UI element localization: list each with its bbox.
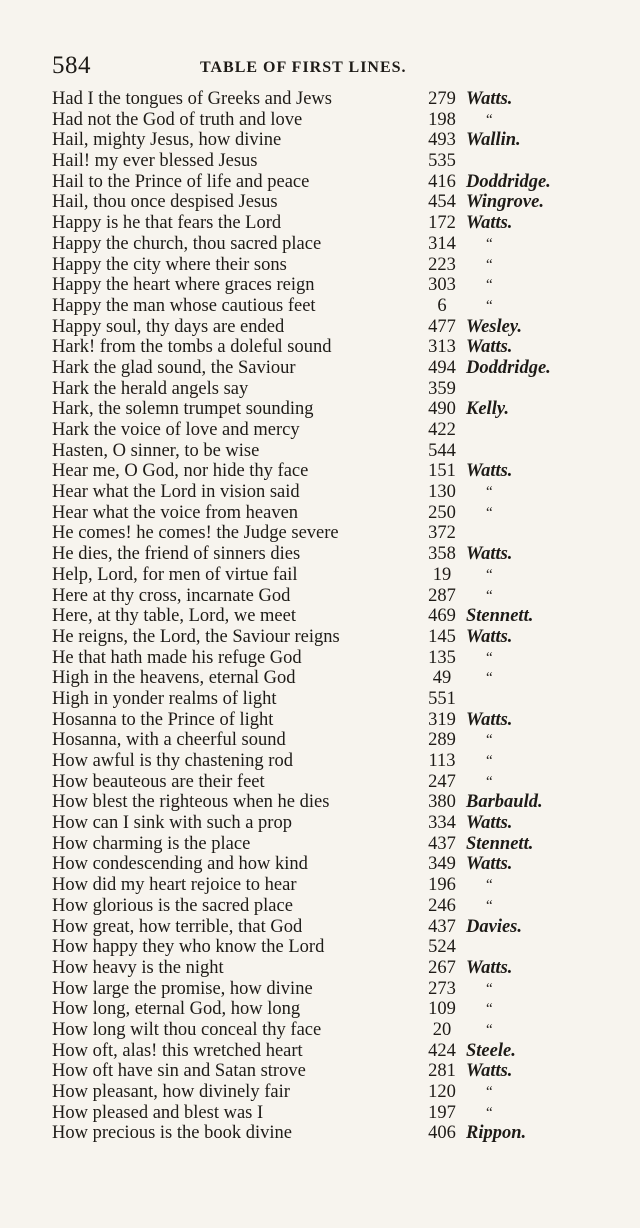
hymn-number: 197	[428, 1102, 456, 1123]
hymn-number: 135	[428, 647, 456, 668]
table-row	[52, 1041, 627, 1062]
hymn-first-line: Hail, mighty Jesus, how divine	[52, 130, 282, 151]
table-row	[52, 317, 627, 338]
ditto-mark: “	[486, 297, 493, 314]
table-row	[52, 999, 627, 1020]
hymn-author: Stennett.	[466, 833, 534, 854]
hymn-author: Doddridge.	[466, 357, 551, 378]
table-row	[52, 648, 627, 669]
hymn-first-line: How pleasant, how divinely fair	[52, 1082, 290, 1102]
hymn-number: 6	[437, 295, 447, 316]
hymn-number: 303	[428, 275, 456, 296]
ditto-mark: “	[486, 753, 493, 769]
table-row	[52, 958, 627, 979]
table-row	[52, 441, 627, 462]
ditto-mark: “	[486, 980, 493, 997]
table-row	[52, 710, 627, 731]
hymn-first-line: How condescending and how kind	[52, 854, 308, 875]
table-row	[52, 834, 627, 855]
hymn-first-line: How great, how terrible, that God	[52, 916, 303, 937]
hymn-first-line: How charming is the place	[52, 833, 251, 854]
hymn-number: 416	[428, 171, 456, 192]
hymn-number: 437	[428, 916, 456, 937]
hymn-number: 349	[428, 854, 456, 875]
hymn-author: Doddridge.	[466, 171, 551, 192]
hymn-number: 20	[432, 1019, 452, 1040]
ditto-mark: “	[486, 649, 493, 666]
hymn-first-line: Happy the man whose cautious feet	[52, 295, 316, 316]
hymn-author: Steele.	[466, 1040, 516, 1061]
table-row	[52, 917, 627, 938]
hymn-number: 109	[428, 999, 456, 1020]
hymn-first-line: Hear what the voice from heaven	[52, 502, 299, 523]
ditto-mark: “	[486, 670, 493, 687]
hymn-first-line: Hail! my ever blessed Jesus	[52, 151, 258, 172]
table-row	[52, 296, 627, 317]
table-row	[52, 668, 627, 689]
hymn-author: Watts.	[466, 213, 513, 234]
table-row	[52, 482, 627, 503]
table-row	[52, 399, 627, 420]
hymn-first-line: Here, at thy table, Lord, we meet	[52, 606, 296, 627]
hymn-first-line: He dies, the friend of sinners dies	[52, 544, 301, 565]
table-row	[52, 1103, 627, 1124]
hymn-number: 424	[428, 1040, 456, 1061]
hymn-first-line: Hark! from the tombs a doleful sound	[52, 337, 332, 358]
hymn-number: 422	[428, 420, 456, 440]
table-row	[52, 689, 627, 710]
table-row	[52, 337, 627, 358]
hymn-first-line: Hear what the Lord in vision said	[52, 482, 300, 503]
ditto-mark: “	[486, 1084, 493, 1100]
hymn-first-line: He comes! he comes! the Judge severe	[52, 523, 339, 544]
ditto-mark: “	[486, 504, 493, 521]
hymn-number: 196	[428, 875, 456, 896]
hymn-first-line: How oft, alas! this wretched heart	[52, 1040, 303, 1061]
table-row	[52, 151, 627, 172]
hymn-number: 19	[432, 564, 452, 585]
hymn-number: 319	[428, 709, 456, 730]
ditto-mark: “	[486, 897, 493, 914]
hymn-author: Watts.	[466, 1061, 513, 1082]
ditto-mark: “	[486, 277, 493, 294]
hymn-first-line: How can I sink with such a prop	[52, 813, 292, 834]
hymn-number: 279	[428, 89, 456, 109]
ditto-mark: “	[486, 877, 493, 894]
hymn-author: Watts.	[466, 461, 513, 482]
ditto-mark: “	[486, 566, 493, 583]
table-row	[52, 586, 627, 607]
hymn-number: 49	[432, 668, 452, 689]
hymn-number: 198	[428, 109, 456, 130]
hymn-first-line: He reigns, the Lord, the Saviour reigns	[52, 626, 340, 647]
table-row	[52, 110, 627, 131]
hymn-number: 151	[428, 461, 456, 482]
table-row	[52, 420, 627, 441]
hymn-first-line: How long, eternal God, how long	[52, 999, 301, 1020]
hymn-first-line: How precious is the book divine	[52, 1123, 292, 1144]
hymn-first-line: High in the heavens, eternal God	[52, 668, 296, 689]
hymn-first-line: Happy is he that fears the Lord	[52, 213, 282, 234]
table-row	[52, 772, 627, 793]
table-row	[52, 358, 627, 379]
table-row	[52, 544, 627, 565]
hymn-first-line: How blest the righteous when he dies	[52, 792, 330, 813]
hymn-first-line: Hark, the solemn trumpet sounding	[52, 399, 314, 420]
table-row	[52, 1020, 627, 1041]
table-row	[52, 503, 627, 524]
ditto-mark: “	[486, 1104, 493, 1121]
hymn-first-line: Hark the glad sound, the Saviour	[52, 357, 296, 378]
hymn-number: 493	[428, 130, 456, 151]
hymn-author: Watts.	[466, 813, 513, 834]
hymn-number: 120	[428, 1082, 456, 1102]
hymn-first-line: Hail, thou once despised Jesus	[52, 192, 278, 213]
hymn-number: 246	[428, 895, 456, 916]
hymn-number: 380	[428, 792, 456, 813]
hymn-number: 437	[428, 833, 456, 854]
hymn-first-line: Happy the church, thou sacred place	[52, 233, 322, 254]
hymn-number: 524	[428, 937, 456, 958]
hymn-first-line: Happy the city where their sons	[52, 254, 287, 275]
hymn-first-line: Happy the heart where graces reign	[52, 275, 315, 296]
hymn-author: Wesley.	[466, 316, 522, 337]
table-row	[52, 937, 627, 958]
ditto-mark: “	[486, 732, 493, 749]
hymn-number: 334	[428, 813, 456, 834]
hymn-first-line: How beauteous are their feet	[52, 771, 265, 792]
ditto-mark: “	[486, 111, 493, 128]
hymn-number: 406	[428, 1123, 456, 1144]
table-row	[52, 792, 627, 813]
table-row	[52, 1082, 627, 1103]
hymn-first-line: How oft have sin and Satan strove	[52, 1061, 306, 1082]
table-row	[52, 192, 627, 213]
hymn-author: Davies.	[466, 916, 522, 937]
hymn-author: Watts.	[466, 854, 513, 875]
table-row	[52, 1123, 627, 1144]
hymn-number: 281	[428, 1061, 456, 1082]
hymn-first-line: Here at thy cross, incarnate God	[52, 585, 291, 606]
table-row	[52, 172, 627, 193]
table-row	[52, 854, 627, 875]
ditto-mark: “	[486, 1021, 493, 1038]
ditto-mark: “	[486, 587, 493, 604]
hymn-first-line: How did my heart rejoice to hear	[52, 875, 297, 896]
hymn-author: Watts.	[466, 89, 513, 109]
first-lines-table	[52, 89, 627, 1144]
table-row	[52, 606, 627, 627]
hymn-number: 130	[428, 482, 456, 503]
hymn-number: 359	[428, 378, 456, 399]
table-row	[52, 89, 627, 110]
hymn-number: 314	[428, 233, 456, 254]
hymn-first-line: Had I the tongues of Greeks and Jews	[52, 89, 332, 109]
table-row	[52, 627, 627, 648]
ditto-mark: “	[486, 1001, 493, 1018]
page-header	[52, 52, 600, 82]
hymn-first-line: Hosanna to the Prince of light	[52, 709, 274, 730]
table-row	[52, 213, 627, 234]
table-row	[52, 234, 627, 255]
hymn-number: 289	[428, 730, 456, 751]
hymn-number: 490	[428, 399, 456, 420]
hymn-number: 551	[428, 688, 456, 709]
hymn-number: 223	[428, 254, 456, 275]
hymn-number: 172	[428, 213, 456, 234]
table-row	[52, 730, 627, 751]
hymn-author: Watts.	[466, 957, 513, 978]
hymn-number: 287	[428, 585, 456, 606]
hymn-number: 267	[428, 957, 456, 978]
hymn-number: 544	[428, 440, 456, 461]
table-row	[52, 255, 627, 276]
hymn-first-line: How pleased and blest was I	[52, 1102, 264, 1123]
hymn-first-line: He that hath made his refuge God	[52, 647, 302, 668]
hymn-author: Wallin.	[466, 130, 521, 151]
hymn-author: Watts.	[466, 544, 513, 565]
hymn-number: 535	[428, 151, 456, 172]
hymn-first-line: Hail to the Prince of life and peace	[52, 171, 310, 192]
hymn-first-line: Happy soul, thy days are ended	[52, 316, 285, 337]
table-row	[52, 275, 627, 296]
hymn-first-line: How long wilt thou conceal thy face	[52, 1019, 322, 1040]
hymn-number: 372	[428, 523, 456, 544]
hymn-first-line: Help, Lord, for men of virtue fail	[52, 564, 298, 585]
hymn-first-line: Hasten, O sinner, to be wise	[52, 440, 260, 461]
hymn-author: Watts.	[466, 337, 513, 358]
page-number: 584	[52, 52, 91, 79]
hymn-first-line: How happy they who know the Lord	[52, 937, 325, 958]
hymn-number: 250	[428, 502, 456, 523]
hymn-number: 145	[428, 626, 456, 647]
hymn-first-line: Hark the herald angels say	[52, 378, 249, 399]
ditto-mark: “	[486, 484, 493, 501]
hymn-first-line: How large the promise, how divine	[52, 978, 313, 999]
hymn-first-line: How glorious is the sacred place	[52, 895, 293, 916]
table-row	[52, 875, 627, 896]
hymn-author: Watts.	[466, 709, 513, 730]
hymn-number: 313	[428, 337, 456, 358]
hymn-first-line: Hark the voice of love and mercy	[52, 420, 300, 440]
running-title: TABLE OF FIRST LINES.	[200, 59, 407, 76]
hymn-number: 247	[428, 771, 456, 792]
hymn-author: Wingrove.	[466, 192, 544, 213]
ditto-mark: “	[486, 256, 493, 273]
hymn-author: Kelly.	[466, 399, 509, 420]
hymn-author: Stennett.	[466, 606, 534, 627]
hymn-first-line: How awful is thy chastening rod	[52, 751, 293, 771]
ditto-mark: “	[486, 773, 493, 790]
table-row	[52, 979, 627, 1000]
hymn-first-line: Hosanna, with a cheerful sound	[52, 730, 286, 751]
hymn-author: Barbauld.	[466, 792, 543, 813]
hymn-first-line: Hear me, O God, nor hide thy face	[52, 461, 309, 482]
hymn-number: 273	[428, 978, 456, 999]
table-row	[52, 130, 627, 151]
hymn-number: 494	[428, 357, 456, 378]
ditto-mark: “	[486, 235, 493, 252]
hymn-first-line: High in yonder realms of light	[52, 688, 277, 709]
table-row	[52, 523, 627, 544]
hymn-number: 477	[428, 316, 456, 337]
table-row	[52, 565, 627, 586]
hymn-author: Rippon.	[466, 1123, 527, 1144]
hymn-first-line: Had not the God of truth and love	[52, 109, 303, 130]
table-row	[52, 751, 627, 772]
table-row	[52, 813, 627, 834]
hymn-first-line: How heavy is the night	[52, 957, 224, 978]
hymn-number: 454	[428, 192, 456, 213]
table-row	[52, 896, 627, 917]
hymn-author: Watts.	[466, 626, 513, 647]
table-row	[52, 461, 627, 482]
hymn-number: 358	[428, 544, 456, 565]
table-row	[52, 379, 627, 400]
hymn-number: 113	[428, 751, 456, 771]
hymn-number: 469	[428, 606, 456, 627]
table-row	[52, 1061, 627, 1082]
